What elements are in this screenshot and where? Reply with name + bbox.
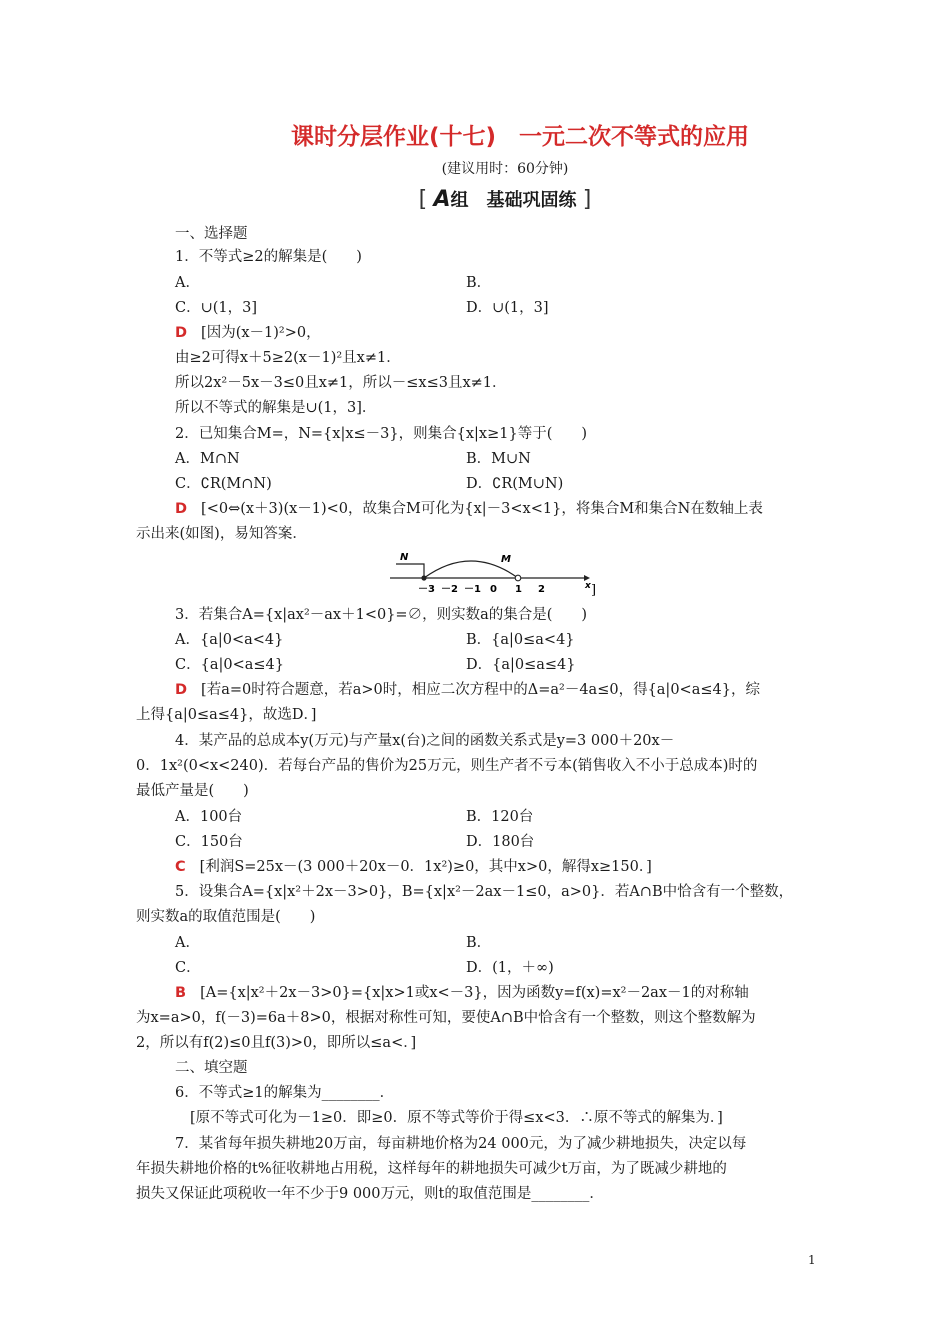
q5-exp-line: 2，所以有f(2)≤0且f(3)>0，即所以≤a<．]	[136, 1035, 417, 1051]
q4-answer: C	[175, 859, 186, 875]
q4-option-d: D．180台	[466, 834, 535, 850]
q6-explanation: [原不等式可化为－1≥0．即≥0．原不等式等价于得≤x<3．∴原不等式的解集为．]	[190, 1110, 723, 1126]
tick-label: －3	[418, 584, 435, 595]
q5-option-c: C．	[175, 960, 201, 976]
q3-option-a: A．{a|0<a<4}	[175, 632, 284, 648]
q2-option-c: C．∁R(M∩N)	[175, 476, 272, 492]
q7-stem: 7．某省每年损失耕地20万亩，每亩耕地价格为24 000元，为了减少耕地损失，决定以每	[175, 1136, 747, 1152]
q5-option-a: A．	[175, 935, 200, 951]
group-label: 组 基础巩固练	[450, 190, 577, 211]
q6-stem: 6．不等式≥1的解集为________．	[175, 1085, 395, 1101]
q1-exp-line: 由≥2可得x＋5≥2(x－1)²且x≠1．	[175, 350, 401, 366]
q1-exp-line: [因为(x－1)²>0，	[201, 325, 321, 341]
section-heading: 一、选择题	[175, 226, 248, 242]
q4-option-b: B．120台	[466, 809, 534, 825]
number-line-figure	[388, 550, 600, 600]
q2-exp-line: [<0⇔(x＋3)(x－1)<0，故集合M可化为{x|－3<x<1}，将集合M和集合N在数轴上表	[201, 501, 763, 517]
left-bracket: [	[418, 187, 428, 212]
q4-option-c: C．150台	[175, 834, 243, 850]
q1-option-c: C．∪(1，3]	[175, 300, 258, 316]
q5-option-d: D．(1，＋∞)	[466, 960, 554, 976]
q2-option-a: A．M∩N	[175, 451, 240, 467]
tick-label: 1	[515, 584, 522, 595]
page-number: 1	[808, 1253, 816, 1267]
q3-answer: D	[175, 682, 188, 698]
q7-stem-line: 年损失耕地价格的t%征收耕地占用税，这样每年的耕地损失可减少t万亩，为了既减少耕地的	[136, 1161, 727, 1177]
q5-explanation	[175, 983, 749, 1003]
suggested-time: (建议用时：60分钟)	[441, 161, 569, 177]
group-letter: A	[433, 187, 451, 212]
q2-explanation	[175, 499, 763, 519]
right-bracket: ]	[582, 187, 592, 212]
tick-label: －2	[441, 584, 458, 595]
q3-exp-line: 上得{a|0≤a≤4}，故选D．]	[136, 707, 317, 723]
set-n-bracket	[396, 564, 424, 578]
q5-exp-line: [A={x|x²＋2x－3>0}={x|x>1或x<－3}，因为函数y=f(x)=x²－2ax－1的对称轴	[200, 985, 749, 1001]
closed-point	[421, 575, 426, 580]
q2-option-b: B．M∪N	[466, 451, 531, 467]
q4-stem-line: 0．1x²(0<x<240)．若每台产品的售价为25万元，则生产者不亏本(销售收入不小于总成本)时的	[136, 758, 758, 774]
q5-stem: 5．设集合A={x|x²＋2x－3>0}，B={x|x²－2ax－1≤0，a>0}．若A∩B中恰含有一个整数，	[175, 884, 794, 900]
q1-stem: 1．不等式≥2的解集是( )	[175, 249, 362, 265]
q4-option-a: A．100台	[175, 809, 243, 825]
q4-stem: 4．某产品的总成本y(万元)与产量x(台)之间的函数关系式是y=3 000＋20x－	[175, 733, 675, 749]
label-n: N	[400, 552, 409, 563]
q1-explanation	[175, 323, 321, 343]
q5-stem-line: 则实数a的取值范围是( )	[136, 909, 316, 925]
tick-label: 2	[538, 584, 545, 595]
q2-stem: 2．已知集合M=，N={x|x≤－3}，则集合{x|x≥1}等于( )	[175, 426, 588, 442]
q4-stem-line: 最低产量是( )	[136, 783, 249, 799]
q1-answer: D	[175, 325, 188, 341]
group-heading	[0, 186, 950, 212]
q4-explanation	[175, 857, 652, 877]
q1-exp-line: 所以不等式的解集是∪(1，3]．	[175, 400, 377, 416]
q3-explanation	[175, 680, 760, 700]
axis-label: x	[585, 581, 591, 591]
q3-stem: 3．若集合A={x|ax²－ax＋1<0}=∅，则实数a的集合是( )	[175, 607, 588, 623]
q5-exp-line: 为x=a>0，f(－3)=6a＋8>0，根据对称性可知，要使A∩B中恰含有一个整数，则这个整数解为	[136, 1010, 756, 1026]
label-m: M	[501, 554, 511, 565]
q5-answer: B	[175, 985, 187, 1001]
q1-exp-line: 所以2x²－5x－3≤0且x≠1，所以－≤x≤3且x≠1．	[175, 375, 507, 391]
q3-exp-line: [若a=0时符合题意，若a>0时，相应二次方程中的Δ=a²－4a≤0，得{a|0<a≤4}，综	[201, 682, 760, 698]
q3-option-d: D．{a|0≤a≤4}	[466, 657, 576, 673]
q3-option-b: B．{a|0≤a<4}	[466, 632, 575, 648]
open-point	[515, 575, 521, 581]
tick-label: －1	[464, 584, 481, 595]
page-title: 课时分层作业(十七) 一元二次不等式的应用	[290, 124, 750, 150]
q4-exp-line: [利润S=25x－(3 000＋20x－0．1x²)≥0，其中x>0，解得x≥150．]	[199, 859, 652, 875]
q5-option-b: B．	[466, 935, 492, 951]
q7-stem-line: 损失又保证此项税收一年不少于9 000万元，则t的取值范围是________．	[136, 1186, 604, 1202]
q3-option-c: C．{a|0<a≤4}	[175, 657, 284, 673]
section-heading: 二、填空题	[175, 1060, 248, 1076]
q2-option-d: D．∁R(M∪N)	[466, 476, 564, 492]
q1-option-d: D．∪(1，3]	[466, 300, 549, 316]
q1-option-b: B．	[466, 275, 492, 291]
q2-answer: D	[175, 501, 188, 517]
closing-bracket: ]	[591, 583, 597, 598]
tick-label: 0	[490, 584, 497, 595]
q1-option-a: A．	[175, 275, 200, 291]
q2-exp-line: 示出来(如图)，易知答案．	[136, 526, 307, 542]
